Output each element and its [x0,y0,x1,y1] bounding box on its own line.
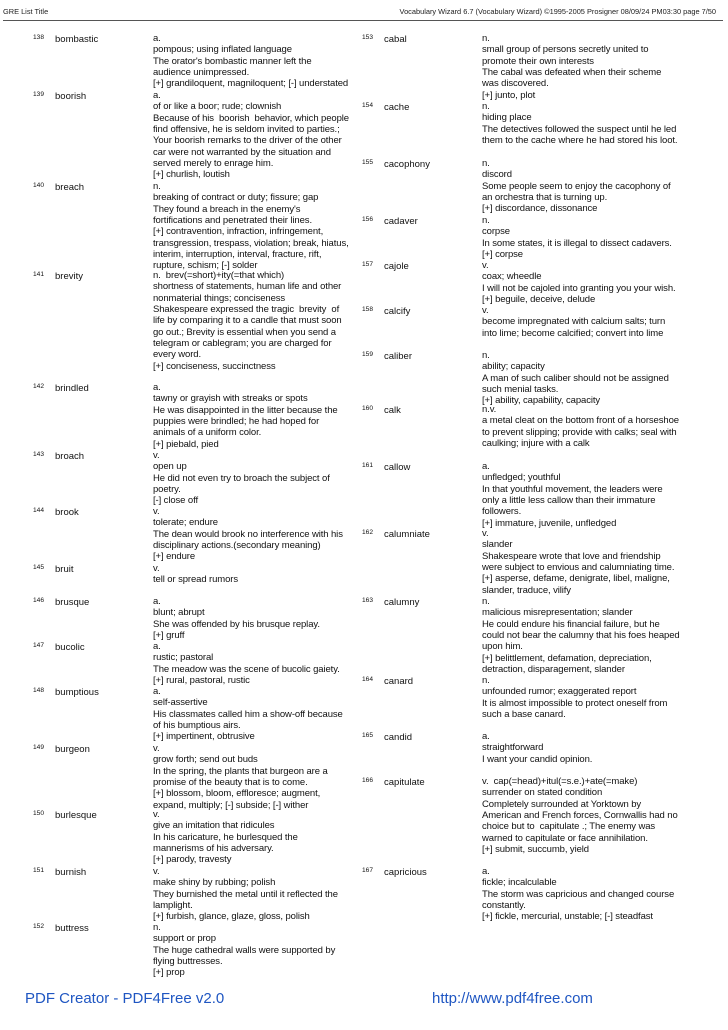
entry-definition [153,641,365,686]
definition-line: fortifications and penetrated their lines. [153,215,312,227]
vocab-entry [361,461,718,529]
definition-line: transgression, trespass, violation; break, hiatus, [153,237,349,249]
definition-line: car were not warranted by the situation and [153,146,331,158]
entry-number: 165 [362,732,374,739]
definition-line: It is almost impossible to protect oneself from [482,697,668,709]
entry-word: buttress [55,923,89,934]
definition-line: slander, traduce, vilify [482,584,571,596]
definition-line: find offensive, he is seldom invited to parties.; [153,124,340,136]
definition-line: I will not be cajoled into granting you your wish. [482,282,676,294]
entry-number: 147 [33,642,45,649]
entry-word: brook [55,507,79,518]
definition-line: self-assertive [153,697,208,709]
definition-line: [+] conciseness, succinctness [153,360,276,372]
definition-line: of his bumptious airs. [153,720,241,732]
vocab-entry [32,382,365,450]
vocab-entry [32,181,365,272]
entry-definition [153,809,365,866]
entry-word: cacophony [384,159,430,170]
definition-line: [+] blossom, bloom, effloresce; augment, [153,788,321,800]
definition-line: v. cap(=head)+itul(=s.e.)+ate(=make) [482,776,638,787]
definition-line: served merely to enrage him. [153,158,274,170]
definition-line: tawny or grayish with streaks or spots [153,393,308,405]
entry-number: 167 [362,867,374,874]
definition-line: rupture, schism; [-] solder [153,260,258,272]
definition-line: Completely surrounded at Yorktown by [482,798,642,810]
footer-creator-link[interactable]: PDF Creator - PDF4Free v2.0 [25,990,225,1007]
vocab-entry [32,506,365,563]
definition-line: In his caricature, he burlesqued the [153,831,298,843]
entry-number: 139 [33,91,45,98]
entry-number: 143 [33,451,45,458]
definition-line: In the spring, the plants that burgeon are a [153,765,328,777]
vocab-entry [32,90,365,181]
entry-word: burnish [55,867,87,878]
entry-number: 151 [33,867,45,874]
entry-number: 160 [362,405,374,412]
definition-line: v. [153,563,160,574]
definition-line: n.v. [482,404,497,415]
definition-line: promise of the beauty that is to come. [153,777,308,789]
entry-definition [482,675,718,720]
definition-line: Shakespeare expressed the tragic brevity of [153,304,340,316]
vocab-entry [32,596,365,641]
entry-definition [482,158,718,215]
entry-word: boorish [55,91,87,102]
definition-line: [+] churlish, loutish [153,169,230,181]
definition-line: Shakespeare wrote that love and friendship [482,550,661,562]
vocab-entry [32,641,365,686]
definition-line: every word. [153,349,202,361]
definition-line: a. [482,461,490,472]
entry-definition [153,686,365,743]
definition-line: He was disappointed in the litter because the [153,404,338,416]
definition-line: Some people seem to enjoy the cacophony of [482,180,671,192]
definition-line: n. [153,922,161,933]
definition-line: were subject to envious and calumniating time. [482,562,675,574]
definition-line: a. [482,866,490,877]
definition-line: n. [482,33,490,44]
definition-line: into lime; become calcified; convert into lime [482,327,664,339]
definition-line: a. [482,731,490,742]
entry-number: 144 [33,507,45,514]
definition-line: v. [153,866,160,877]
definition-line: discord [482,169,512,181]
definition-line: constantly. [482,900,526,912]
definition-line: [+] impertinent, obtrusive [153,731,255,743]
definition-line: detraction, disparagement, slander [482,664,625,676]
entry-word: breach [55,182,85,193]
definition-line: go out.; Brevity is essential when you send a [153,326,336,338]
definition-line: a. [153,686,161,697]
definition-line: straightforward [482,742,544,754]
definition-line: He did not even try to broach the subject of [153,472,330,484]
definition-line: A man of such caliber should not be assigned [482,372,669,384]
definition-line: n. brev(=short)+ity(=that which) [153,270,285,281]
entry-definition [153,181,365,272]
definition-line: surrender on stated condition [482,787,603,799]
entry-definition [153,270,365,372]
entry-word: calumny [384,597,420,608]
definition-line: pompous; using inflated language [153,44,292,56]
definition-line: a. [153,596,161,607]
definition-line: [+] endure [153,551,196,563]
definition-line: only a little less callow than their immature [482,495,656,507]
definition-line: warned to capitulate or face annihilation. [482,832,648,844]
entry-word: candid [384,732,412,743]
definition-line: v. [482,260,489,271]
definition-line: interim, interruption, interval, fracture, rift, [153,249,322,261]
definition-line: v. [153,743,160,754]
definition-line: [+] fickle, mercurial, unstable; [-] steadfast [482,911,653,923]
entry-word: bumptious [55,687,99,698]
definition-line: n. [482,101,490,112]
entry-word: canard [384,676,414,687]
entry-word: burlesque [55,810,97,821]
entry-definition [482,596,718,675]
definition-line: a. [153,641,161,652]
entry-word: cache [384,102,410,113]
vocab-entry [361,158,718,215]
definition-line: Because of his boorish behavior, which people [153,112,349,124]
definition-line: life by comparing it to a candle that must soon [153,315,342,327]
definition-line: become impregnated with calcium salts; turn [482,316,666,328]
definition-line: [+] prop [153,967,185,979]
definition-line: His classmates called him a show-off because [153,708,343,720]
definition-line: I want your candid opinion. [482,753,593,765]
definition-line: choice but to capitulate .; The enemy was [482,821,656,833]
entry-definition [482,404,718,449]
vocab-entry [361,596,718,675]
entry-definition [482,260,718,305]
entry-number: 157 [362,261,374,268]
entry-number: 142 [33,383,45,390]
entry-word: caliber [384,351,412,362]
definition-line: rustic; pastoral [153,652,214,664]
definition-line: [+] rural, pastoral, rustic [153,675,250,687]
definition-line: ability; capacity [482,361,545,373]
definition-line: The meadow was the scene of bucolic gaiety. [153,663,340,675]
definition-line: upon him. [482,641,523,653]
definition-line: The storm was capricious and changed course [482,888,675,900]
vocab-entry [361,675,718,720]
vocab-entry [361,404,718,449]
definition-line: They found a breach in the enemy's [153,203,301,215]
definition-line: disciplinary actions.(secondary meaning) [153,540,321,552]
vocab-entry [361,866,718,923]
header-rule [3,20,723,21]
entry-word: bruit [55,564,74,575]
definition-line: shortness of statements, human life and other [153,281,342,293]
definition-line: audience unimpressed. [153,67,250,79]
definition-line: n. [482,158,490,169]
entry-definition [153,33,365,90]
definition-line: In that youthful movement, the leaders were [482,483,663,495]
definition-line: telegram or cablegram; you are charged for [153,338,332,350]
definition-line: She was offended by his brusque replay. [153,618,320,630]
definition-line: slander [482,539,513,551]
entry-number: 158 [362,306,374,313]
page-header-right: Vocabulary Wizard 6.7 (Vocabulary Wizard) ©1995-2005 Prosigner 08/09/24 PM03:30 page 7/50 [399,7,716,16]
definition-line: such a base canard. [482,709,566,721]
definition-line: small group of persons secretly united to [482,44,649,56]
entry-definition [482,528,718,596]
entry-word: brusque [55,597,90,608]
entry-word: broach [55,451,85,462]
entry-word: calk [384,405,401,416]
definition-line: animals of a uniform color. [153,427,262,439]
entry-definition [482,350,718,407]
vocab-entry [361,101,718,146]
entry-definition [482,776,718,855]
entry-word: brevity [55,271,83,282]
definition-line: coax; wheedle [482,271,542,283]
entry-word: capricious [384,867,427,878]
definition-line: poetry. [153,484,181,496]
definition-line: grow forth; send out buds [153,754,258,766]
definition-line: The dean would brook no interference with his [153,528,343,540]
definition-line: The huge cathedral walls were supported by [153,944,336,956]
vocab-entry [32,563,365,586]
entry-number: 138 [33,34,45,41]
vocab-entry [361,305,718,339]
entry-number: 156 [362,216,374,223]
definition-line: The orator's bombastic manner left the [153,55,312,67]
definition-line: a metal cleat on the bottom front of a horseshoe [482,415,679,427]
entry-number: 154 [362,102,374,109]
vocab-entry [361,776,718,855]
entry-definition [482,33,718,101]
definition-line: support or prop [153,933,216,945]
definition-line: He could endure his financial failure, but he [482,618,660,630]
vocab-entry [32,686,365,743]
definition-line: n. [482,215,490,226]
entry-definition [153,563,365,586]
entry-number: 146 [33,597,45,604]
entry-word: capitulate [384,777,425,788]
entry-number: 149 [33,744,45,751]
entry-number: 155 [362,159,374,166]
entry-number: 150 [33,810,45,817]
entry-definition [153,90,365,181]
entry-definition [482,866,718,923]
entry-word: brindled [55,383,89,394]
definition-line: unfledged; youthful [482,472,561,484]
definition-line: [+] parody, travesty [153,854,232,866]
page-header-left: GRE List Title [3,7,49,16]
vocab-entry [32,743,365,811]
vocab-entry [361,33,718,101]
definition-line: [+] immature, juvenile, unfledged [482,517,617,529]
definition-line: [+] furbish, glance, glaze, gloss, polish [153,911,310,923]
entry-word: calumniate [384,529,430,540]
definition-line: them to the cache where he had stored his loot. [482,135,678,147]
vocab-entry [361,528,718,596]
entry-number: 141 [33,271,45,278]
definition-line: give an imitation that ridicules [153,820,275,832]
vocab-entry [32,922,365,979]
definition-line: [+] beguile, deceive, delude [482,294,596,306]
definition-line: unfounded rumor; exaggerated report [482,686,637,698]
definition-line: expand, multiply; [-] subside; [-] wither [153,799,309,811]
entry-definition [482,731,718,765]
definition-line: [+] junto, plot [482,89,536,101]
definition-line: lamplight. [153,900,193,912]
definition-line: American and French forces, Cornwallis had no [482,810,678,822]
definition-line: [+] submit, succumb, yield [482,844,589,856]
definition-line: a. [153,382,161,393]
entry-number: 152 [33,923,45,930]
definition-line: [+] gruff [153,630,185,642]
entry-number: 166 [362,777,374,784]
definition-line: n. [153,181,161,192]
definition-line: [-] close off [153,495,198,507]
definition-line: blunt; abrupt [153,607,205,619]
definition-line: followers. [482,506,522,518]
definition-line: make shiny by rubbing; polish [153,877,276,889]
definition-line: puppies were brindled; he had hoped for [153,416,320,428]
definition-line: The detectives followed the suspect until he led [482,123,677,135]
definition-line: a. [153,90,161,101]
definition-line: v. [153,506,160,517]
definition-line: [+] asperse, defame, denigrate, libel, maligne, [482,573,670,585]
vocab-entry [361,215,718,260]
definition-line: [+] grandiloquent, magniloquent; [-] understated [153,78,349,90]
entry-definition [153,596,365,641]
entry-number: 145 [33,564,45,571]
definition-line: Your boorish remarks to the driver of the other [153,135,342,147]
vocab-entry [32,809,365,866]
entry-definition [153,743,365,811]
definition-line: In some states, it is illegal to dissect cadavers. [482,237,672,249]
definition-line: They burnished the metal until it reflected the [153,888,338,900]
entry-number: 159 [362,351,374,358]
definition-line: was discovered. [482,78,549,90]
definition-line: [+] belittlement, defamation, depreciation, [482,652,652,664]
definition-line: promote their own interests [482,55,594,67]
definition-line: nonmaterial things; conciseness [153,292,286,304]
entry-number: 153 [362,34,374,41]
entry-number: 164 [362,676,374,683]
definition-line: such menial tasks. [482,384,559,396]
entry-number: 162 [362,529,374,536]
footer-url-link[interactable]: http://www.pdf4free.com [432,990,593,1007]
definition-line: v. [153,450,160,461]
definition-line: [+] corpse [482,249,523,261]
entry-word: bucolic [55,642,85,653]
definition-line: of or like a boor; rude; clownish [153,101,282,113]
definition-line: could not bear the calumny that his foes heaped [482,630,680,642]
entry-definition [153,866,365,923]
definition-line: [+] piebald, pied [153,438,219,450]
entry-definition [153,382,365,450]
definition-line: The cabal was defeated when their scheme [482,67,662,79]
entry-definition [482,101,718,146]
entry-word: burgeon [55,744,90,755]
definition-line: v. [482,305,489,316]
definition-line: v. [482,528,489,539]
entry-word: cabal [384,34,407,45]
definition-line: fickle; incalculable [482,877,557,889]
definition-line: breaking of contract or duty; fissure; gap [153,192,319,204]
entry-definition [153,922,365,979]
definition-line: v. [153,809,160,820]
entry-number: 163 [362,597,374,604]
vocab-entry [32,33,365,90]
definition-line: n. [482,350,490,361]
entry-word: callow [384,462,411,473]
vocab-entry [361,731,718,765]
vocab-entry [32,450,365,507]
entry-definition [482,305,718,339]
entry-definition [482,461,718,529]
entry-word: cajole [384,261,409,272]
definition-line: tell or spread rumors [153,574,239,586]
entry-number: 140 [33,182,45,189]
definition-line: n. [482,596,490,607]
definition-line: mannerisms of his adversary. [153,843,274,855]
entry-number: 148 [33,687,45,694]
vocab-entry [32,270,365,372]
definition-line: malicious misrepresentation; slander [482,607,633,619]
definition-line: [+] discordance, dissonance [482,203,598,215]
definition-line: corpse [482,226,510,238]
definition-line: caulking; injure with a calk [482,438,590,450]
definition-line: a. [153,33,161,44]
definition-line: hiding place [482,112,532,124]
definition-line: an orchestra that is turning up. [482,192,608,204]
vocab-entry [361,350,718,407]
entry-word: cadaver [384,216,418,227]
entry-definition [482,215,718,260]
definition-line: n. [482,675,490,686]
entry-definition [153,506,365,563]
definition-line: tolerate; endure [153,517,218,529]
entry-number: 161 [362,462,374,469]
definition-line: [+] ability, capability, capacity [482,395,601,407]
entry-word: calcify [384,306,411,317]
entry-word: bombastic [55,34,99,45]
definition-line: to prevent slipping; provide with calks; seal with [482,426,677,438]
entry-definition [153,450,365,507]
vocab-entry [32,866,365,923]
vocab-entry [361,260,718,305]
definition-line: open up [153,461,187,473]
definition-line: [+] contravention, infraction, infringement, [153,226,324,238]
definition-line: flying buttresses. [153,956,223,968]
